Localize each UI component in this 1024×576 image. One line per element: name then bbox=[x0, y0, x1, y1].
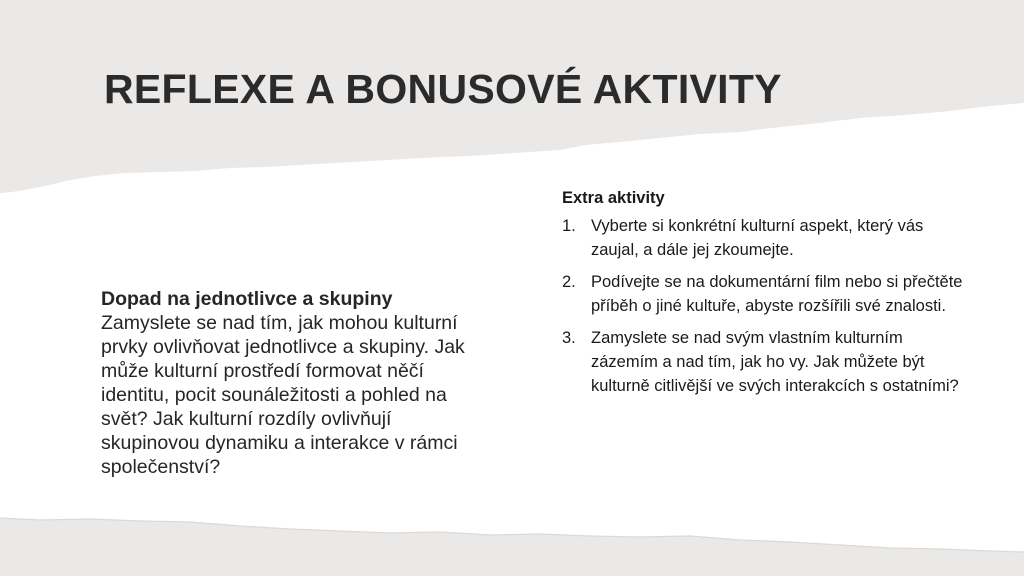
list-item-number: 2. bbox=[562, 273, 576, 291]
impact-text-block bbox=[101, 287, 481, 479]
list-item-number: 3. bbox=[562, 329, 576, 347]
list-item-number: 1. bbox=[562, 217, 576, 235]
extra-activities-list bbox=[562, 214, 972, 398]
impact-body: Zamyslete se nad tím, jak mohou kulturní prvky ovlivňovat jednotlivce a skupiny. Jak může kulturní prostředí formovat něčí identitu, pocit sounáležitosti a pohled na svět? Jak kulturní rozdíly ovlivňují skupinovou dynamiku a interakce v rámci společenství? bbox=[101, 312, 465, 478]
slide-title: REFLEXE A BONUSOVÉ AKTIVITY bbox=[104, 66, 782, 112]
list-item bbox=[562, 326, 972, 398]
list-item-text: Vyberte si konkrétní kulturní aspekt, který vás zaujal, a dále jej zkoumejte. bbox=[591, 217, 924, 259]
extra-activities-heading: Extra aktivity bbox=[562, 189, 665, 207]
extra-activities-block bbox=[562, 186, 972, 406]
impact-heading: Dopad na jednotlivce a skupiny bbox=[101, 288, 393, 310]
list-item-text: Zamyslete se nad svým vlastním kulturním zázemím a nad tím, jak ho vy. Jak můžete být kulturně citlivější ve svých interakcích s ostatními? bbox=[591, 329, 959, 395]
list-item-text: Podívejte se na dokumentární film nebo si přečtěte příběh o jiné kultuře, abyste rozšířili své znalosti. bbox=[591, 273, 963, 315]
list-item bbox=[562, 270, 972, 318]
list-item bbox=[562, 214, 972, 262]
